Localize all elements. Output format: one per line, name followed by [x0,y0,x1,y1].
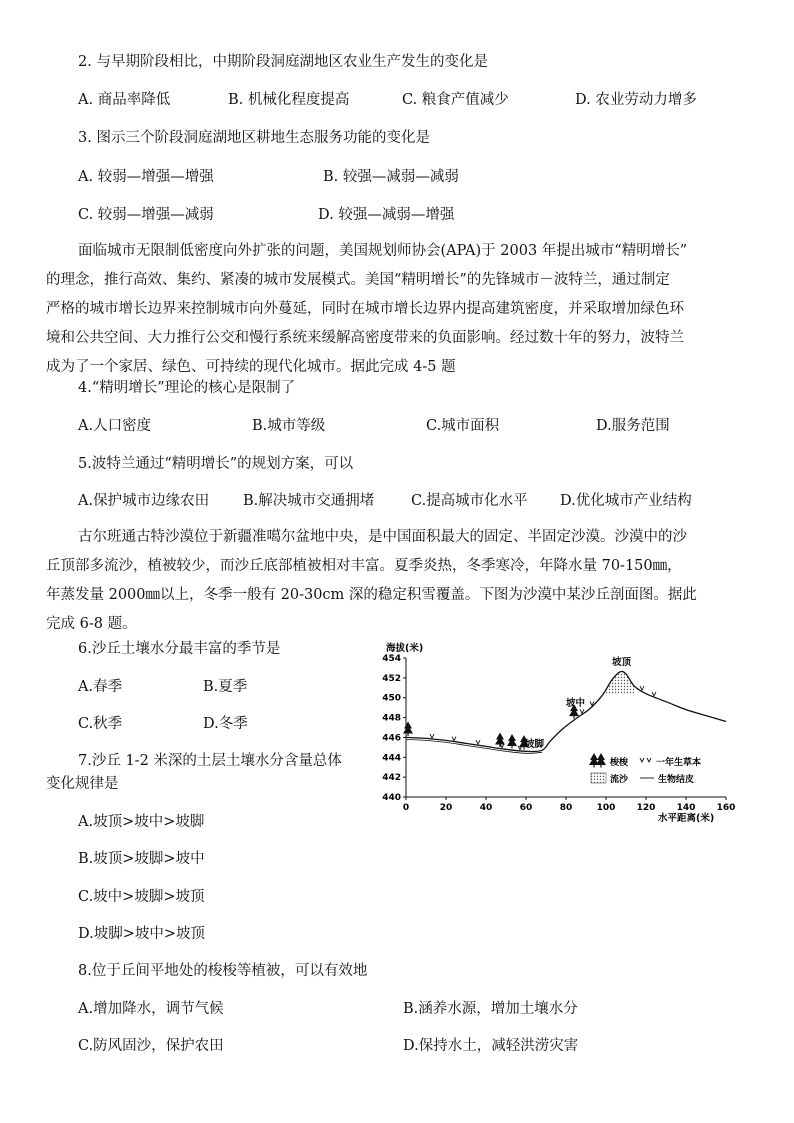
q8-option-a: A.增加降水，调节气候 [78,1001,224,1017]
q7-stem-line2: 变化规律是 [46,776,119,792]
shifting-sand-area [602,672,634,696]
q2-stem: 2. 与早期阶段相比，中期阶段洞庭湖地区农业生产发生的变化是 [78,54,488,70]
x-tick-label: 80 [559,803,573,813]
y-tick-label: 448 [382,713,401,724]
legend-label-biological-crust: 生物结皮 [658,775,695,785]
x-ticks [403,797,736,813]
q3-stem: 3. 图示三个阶段洞庭湖地区耕地生态服务功能的变化是 [78,130,430,146]
haloxylon-tree-mark [507,734,517,749]
annual-herb-mark [652,692,656,696]
passage2-line: 年蒸发量 2000㎜以上，冬季一般有 20-30cm 深的稳定积雪覆盖。下图为沙漠中某沙丘剖面图。据此 [46,587,697,603]
q8-option-d: D.保持水土，减轻洪涝灾害 [403,1038,579,1054]
q6-option-c: C.秋季 [78,716,123,732]
legend-label-shifting-sand: 流沙 [610,775,629,785]
label-dune-top: 坡顶 [612,657,632,668]
haloxylon-tree-mark [403,722,413,737]
y-tick-label: 440 [382,793,401,803]
y-tick-label: 450 [382,693,401,704]
x-tick-label: 60 [519,803,533,813]
passage2-line: 古尔班通古特沙漠位于新疆准噶尔盆地中央，是中国面积最大的固定、半固定沙漠。沙漠中的沙 [78,529,687,545]
annual-herb-mark [580,709,584,713]
q4-option-c: C.城市面积 [426,418,500,434]
passage2-line: 丘顶部多流沙，植被较少，而沙丘底部植被相对丰富。夏季炎热，冬季寒冷，年降水量 70-150㎜， [46,558,682,574]
y-tick-label: 454 [382,654,401,664]
legend-grass-icon [640,758,651,762]
y-tick-label: 444 [382,753,401,764]
q2-option-b: B. 机械化程度提高 [228,92,350,108]
q7-option-a: A.坡顶>坡中>坡脚 [78,814,205,830]
q8-stem: 8.位于丘间平地处的梭梭等植被，可以有效地 [78,963,368,979]
x-tick-label: 20 [439,803,453,813]
q7-option-c: C.坡中>坡脚>坡顶 [78,889,205,905]
x-tick-label: 0 [402,803,410,813]
x-axis-title: 水平距离(米) [658,813,715,824]
legend-label-annual-herbs: 一年生草本 [656,758,702,768]
chart-legend [589,753,701,785]
passage1-line: 境和公共空间、大力推行公交和慢行系统来缓解高密度带来的负面影响。经过数十年的努力，波特兰 [46,330,684,346]
q3-option-d: D. 较强—减弱—增强 [318,207,455,223]
q2-option-d: D. 农业劳动力增多 [575,92,697,108]
legend-label-haloxylon: 梭梭 [610,758,629,768]
y-axis-title: 海拔(米) [386,643,424,654]
q7-option-b: B.坡顶>坡脚>坡中 [78,851,205,867]
q2-option-a: A. 商品率降低 [78,92,171,108]
q4-option-b: B.城市等级 [252,418,326,434]
q4-stem: 4.“精明增长”理论的核心是限制了 [78,380,296,396]
passage2-line: 完成 6-8 题。 [46,616,137,632]
q5-option-a: A.保护城市边缘农田 [78,493,210,509]
passage-smart-growth [46,237,758,382]
q3-option-c: C. 较弱—增强—减弱 [78,207,214,223]
annual-herb-mark [430,734,434,738]
legend-sand-swatch [591,773,606,783]
q4-option-a: A.人口密度 [78,418,152,434]
annual-herb-mark [640,686,644,690]
label-dune-foot: 坡脚 [525,739,545,750]
passage-desert [46,523,758,639]
dune-profile-svg [382,640,738,828]
x-tick-label: 100 [596,803,616,813]
q5-stem: 5.波特兰通过“精明增长”的规划方案，可以 [78,456,354,472]
y-tick-label: 446 [382,733,401,744]
q5-option-d: D.优化城市产业结构 [560,493,692,509]
q3-option-b: B. 较强—减弱—减弱 [323,169,459,185]
x-tick-label: 120 [636,803,656,813]
q6-option-b: B.夏季 [203,679,248,695]
q4-option-d: D.服务范围 [596,418,670,434]
q6-option-a: A.春季 [78,679,123,695]
x-tick-label: 40 [479,803,493,813]
passage1-line: 面临城市无限制低密度向外扩张的问题，美国规划师协会(APA)于 2003 年提出城市“精明增长” [78,243,688,259]
x-tick-label: 160 [716,803,736,813]
q6-stem: 6.沙丘土壤水分最丰富的季节是 [78,641,281,657]
q8-option-c: C.防风固沙，保护农田 [78,1038,224,1054]
passage1-line: 的理念，推行高效、集约、紧凑的城市发展模式。美国“精明增长”的先锋城市－波特兰，通过制定 [46,272,670,288]
dune-profile-line [406,671,726,751]
haloxylon-group [403,704,579,750]
q7-stem-line1: 7.沙丘 1-2 米深的土层土壤水分含量总体 [78,753,342,769]
y-ticks [382,654,406,803]
label-dune-mid: 坡中 [566,698,586,709]
y-tick-label: 442 [382,773,401,784]
q5-option-b: B.解决城市交通拥堵 [243,493,375,509]
q3-option-a: A. 较弱—增强—增强 [78,169,214,185]
annual-herb-mark [476,740,480,744]
legend-tree-icon [589,753,606,768]
q2-option-c: C. 粮食产值减少 [402,92,509,108]
q5-option-c: C.提高城市化水平 [411,493,528,509]
passage1-line: 严格的城市增长边界来控制城市向外蔓延，同时在城市增长边界内提高建筑密度，并采取增加绿色环 [46,301,684,317]
q7-option-d: D.坡脚>坡中>坡顶 [78,926,206,942]
passage1-line: 成为了一个家居、绿色、可持续的现代化城市。据此完成 4-5 题 [46,359,456,375]
y-tick-label: 452 [382,673,401,684]
q8-option-b: B.涵养水源，增加土壤水分 [403,1001,578,1017]
q6-option-d: D.冬季 [203,716,248,732]
annual-herb-mark [452,737,456,741]
dune-profile-chart [382,640,738,828]
x-tick-label: 140 [676,803,696,813]
